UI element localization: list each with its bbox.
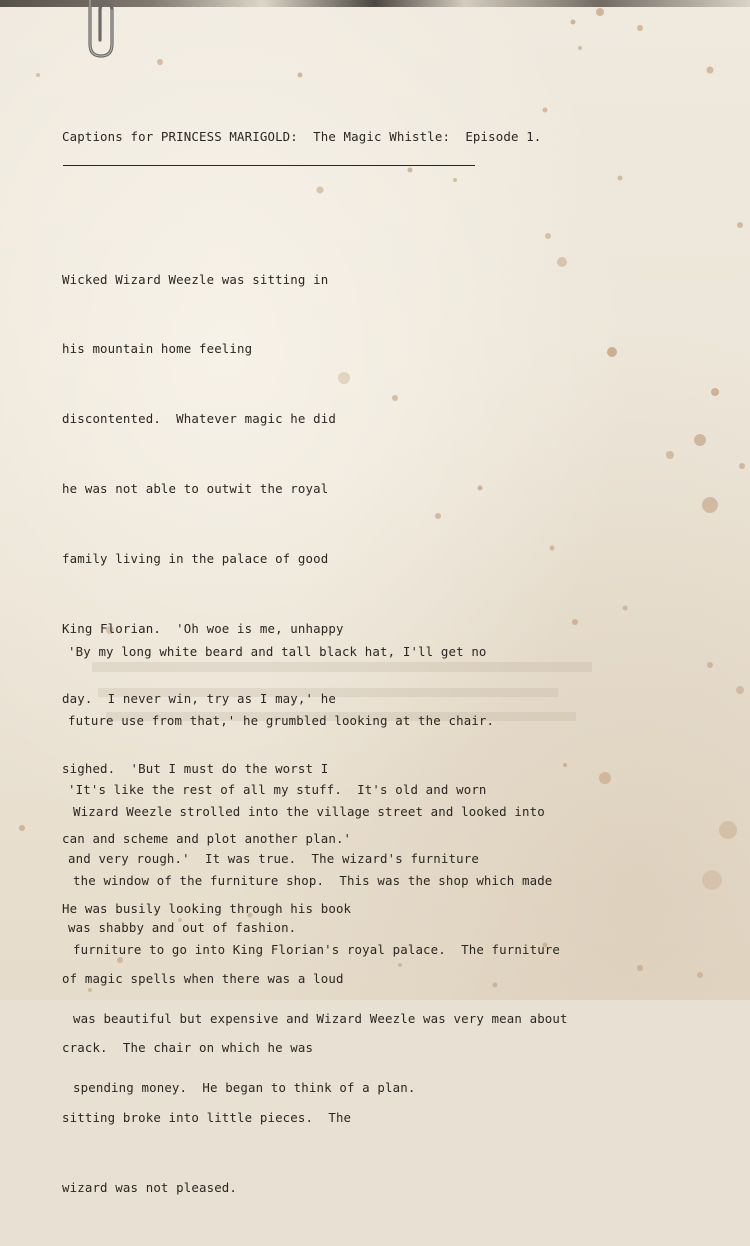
paragraph-line: his mountain home feeling xyxy=(62,341,253,357)
paragraph-line: and very rough.' It was true. The wizard's furniture xyxy=(68,851,479,866)
paragraph-line: sitting broke into little pieces. The xyxy=(62,1110,352,1126)
paragraph-line: He was busily looking through his book xyxy=(62,900,352,916)
paragraph-line: day. I never win, try as I may,' he xyxy=(62,690,336,706)
paragraph-line: Wizard Weezle strolled into the village street and looked into xyxy=(73,804,545,819)
paragraph-line: sighed. 'But I must do the worst I xyxy=(62,760,329,776)
paragraph-line: was shabby and out of fashion. xyxy=(68,920,297,935)
paragraph-line: crack. The chair on which he was xyxy=(62,1040,314,1056)
paragraph-line: 'By my long white beard and tall black hat, I'll get no xyxy=(68,644,487,659)
paperclip-icon xyxy=(82,0,122,60)
paragraph-3 xyxy=(73,754,568,1145)
paragraph-line: family living in the palace of good xyxy=(62,551,329,567)
paragraph-line: the window of the furniture shop. This was the shop which made xyxy=(73,873,553,888)
paragraph-line: King Florian. 'Oh woe is me, unhappy xyxy=(62,621,344,637)
paragraph-line: discontented. Whatever magic he did xyxy=(62,411,336,427)
heading-underline xyxy=(63,165,475,166)
paragraph-line: he was not able to outwit the royal xyxy=(62,481,329,497)
paragraph-line: spending money. He began to think of a plan. xyxy=(73,1080,416,1095)
paragraph-line: furniture to go into King Florian's royal palace. The furniture xyxy=(73,942,561,957)
paragraph-line: of magic spells when there was a loud xyxy=(62,970,344,986)
paragraph-line: was beautiful but expensive and Wizard Weezle was very mean about xyxy=(73,1011,568,1026)
paragraph-line: wizard was not pleased. xyxy=(62,1180,238,1196)
paragraph-line: can and scheme and plot another plan.' xyxy=(62,830,352,846)
paragraph-line: future use from that,' he grumbled looking at the chair. xyxy=(68,713,495,728)
paragraph-line: Wicked Wizard Weezle was sitting in xyxy=(62,271,329,287)
document-heading: Captions for PRINCESS MARIGOLD: The Magic Whistle: Episode 1. xyxy=(62,129,542,144)
paragraph-line: 'It's like the rest of all my stuff. It's old and worn xyxy=(68,782,487,797)
